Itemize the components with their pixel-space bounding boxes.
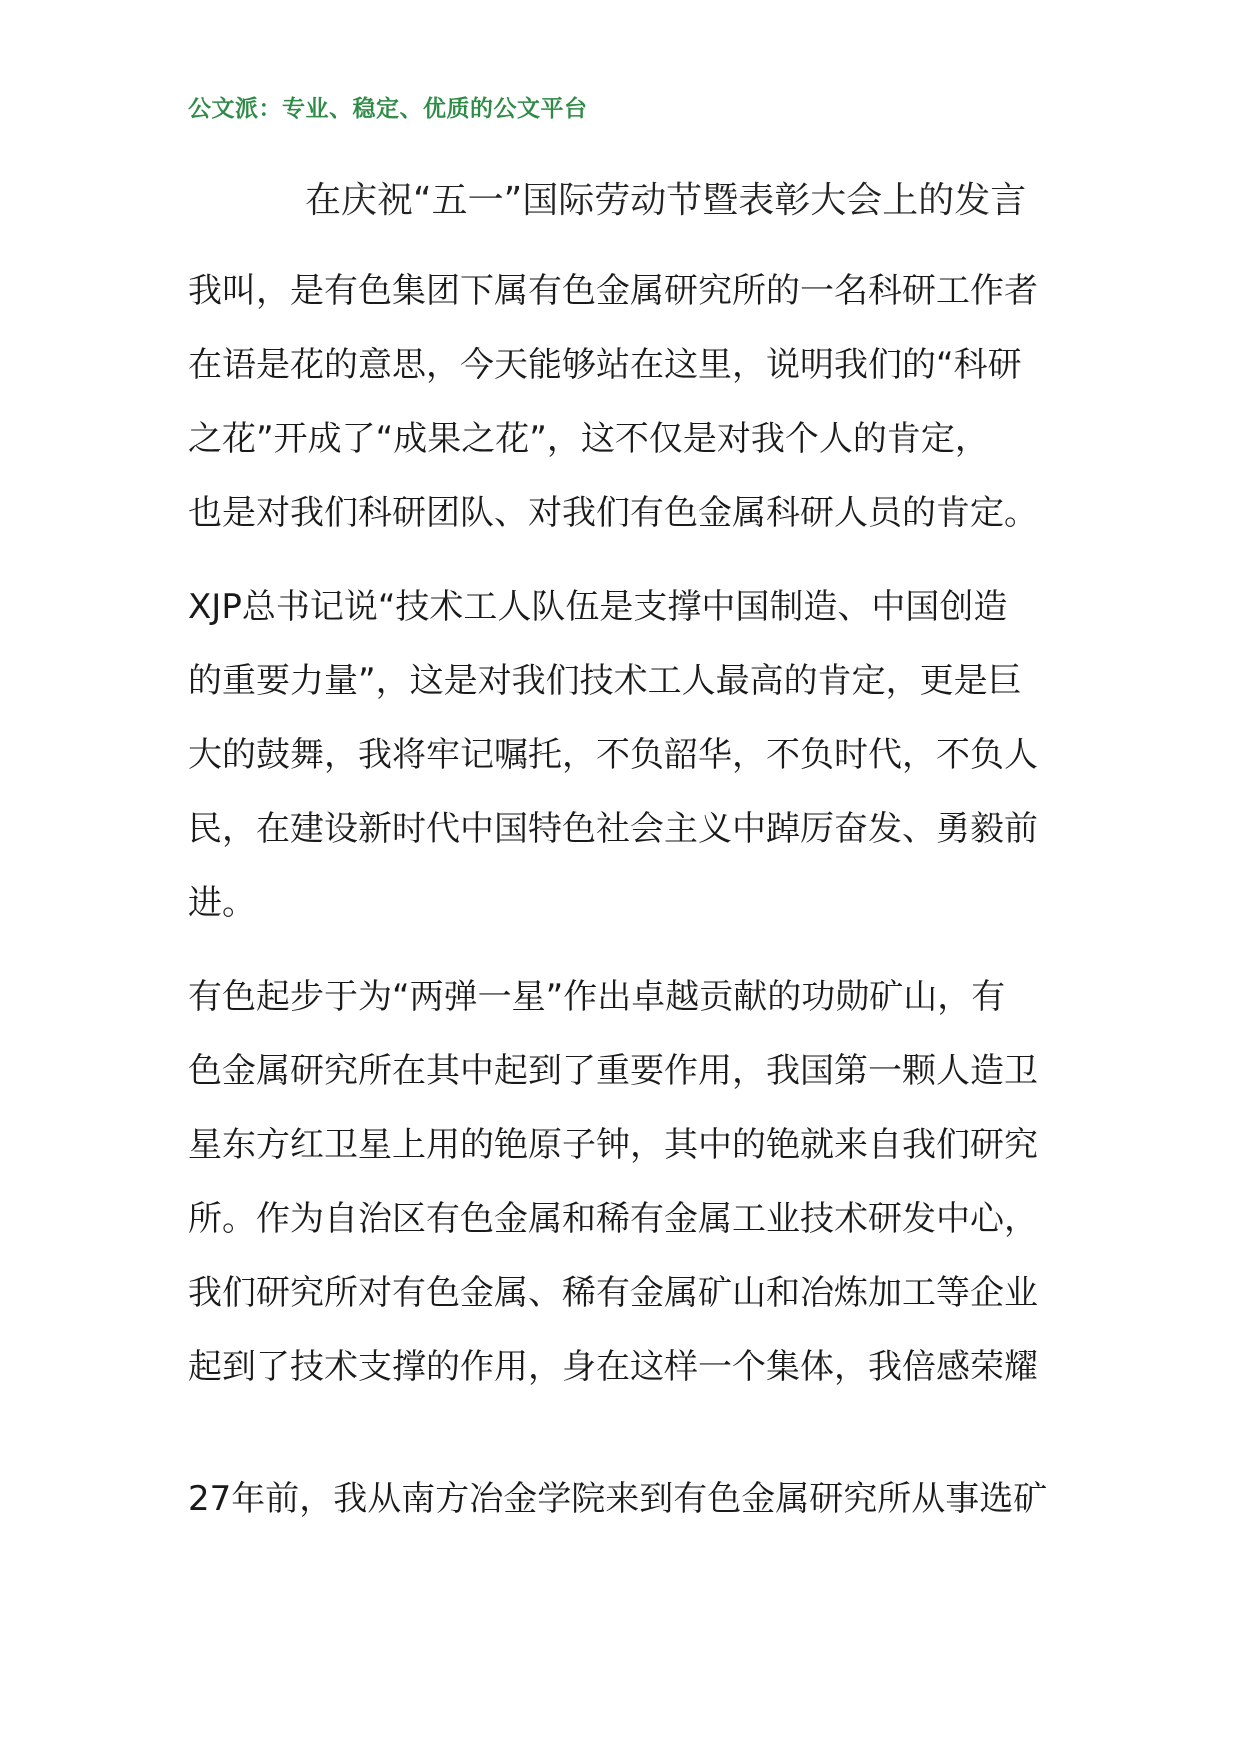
paragraph-3-line-2: 色金属研究所在其中起到了重要作用，我国第一颗人造卫: [188, 1051, 1038, 1091]
paragraph-3-line-4: 所。作为自治区有色金属和稀有金属工业技术研发中心，: [188, 1199, 1038, 1239]
paragraph-1-line-2: 在语是花的意思，今天能够站在这里，说明我们的“科研: [188, 345, 1022, 385]
paragraph-1-line-4: 也是对我们科研团队、对我们有色金属科研人员的肯定。: [188, 493, 1038, 533]
paragraph-3-line-5: 我们研究所对有色金属、稀有金属矿山和冶炼加工等企业: [188, 1273, 1038, 1313]
paragraph-3-line-6: 起到了技术支撑的作用，身在这样一个集体，我倍感荣耀: [188, 1347, 1038, 1387]
paragraph-3-line-1: 有色起步于为“两弹一星”作出卓越贡献的功勋矿山，有: [188, 977, 1006, 1017]
document-title: 在庆祝“五一”国际劳动节暨表彰大会上的发言: [305, 180, 1027, 221]
paragraph-2-line-2: 的重要力量”，这是对我们技术工人最高的肯定，更是巨: [188, 661, 1022, 701]
paragraph-1-line-3: 之花”开成了“成果之花”，这不仅是对我个人的肯定，: [188, 419, 989, 459]
paragraph-2-line-1: XJP总书记说“技术工人队伍是支撑中国制造、中国创造: [188, 587, 1008, 627]
paragraph-3-line-3: 星东方红卫星上用的铯原子钟，其中的铯就来自我们研究: [188, 1125, 1038, 1165]
paragraph-2-line-4: 民，在建设新时代中国特色社会主义中踔厉奋发、勇毅前: [188, 809, 1038, 849]
paragraph-4-line-1: 27年前，我从南方冶金学院来到有色金属研究所从事选矿: [188, 1479, 1048, 1519]
paragraph-2-line-3: 大的鼓舞，我将牢记嘱托，不负韶华，不负时代，不负人: [188, 735, 1038, 775]
header-banner: 公文派：专业、稳定、优质的公文平台: [188, 96, 588, 122]
paragraph-2-line-5: 进。: [188, 883, 256, 923]
paragraph-1-line-1: 我叫，是有色集团下属有色金属研究所的一名科研工作者: [188, 271, 1038, 311]
